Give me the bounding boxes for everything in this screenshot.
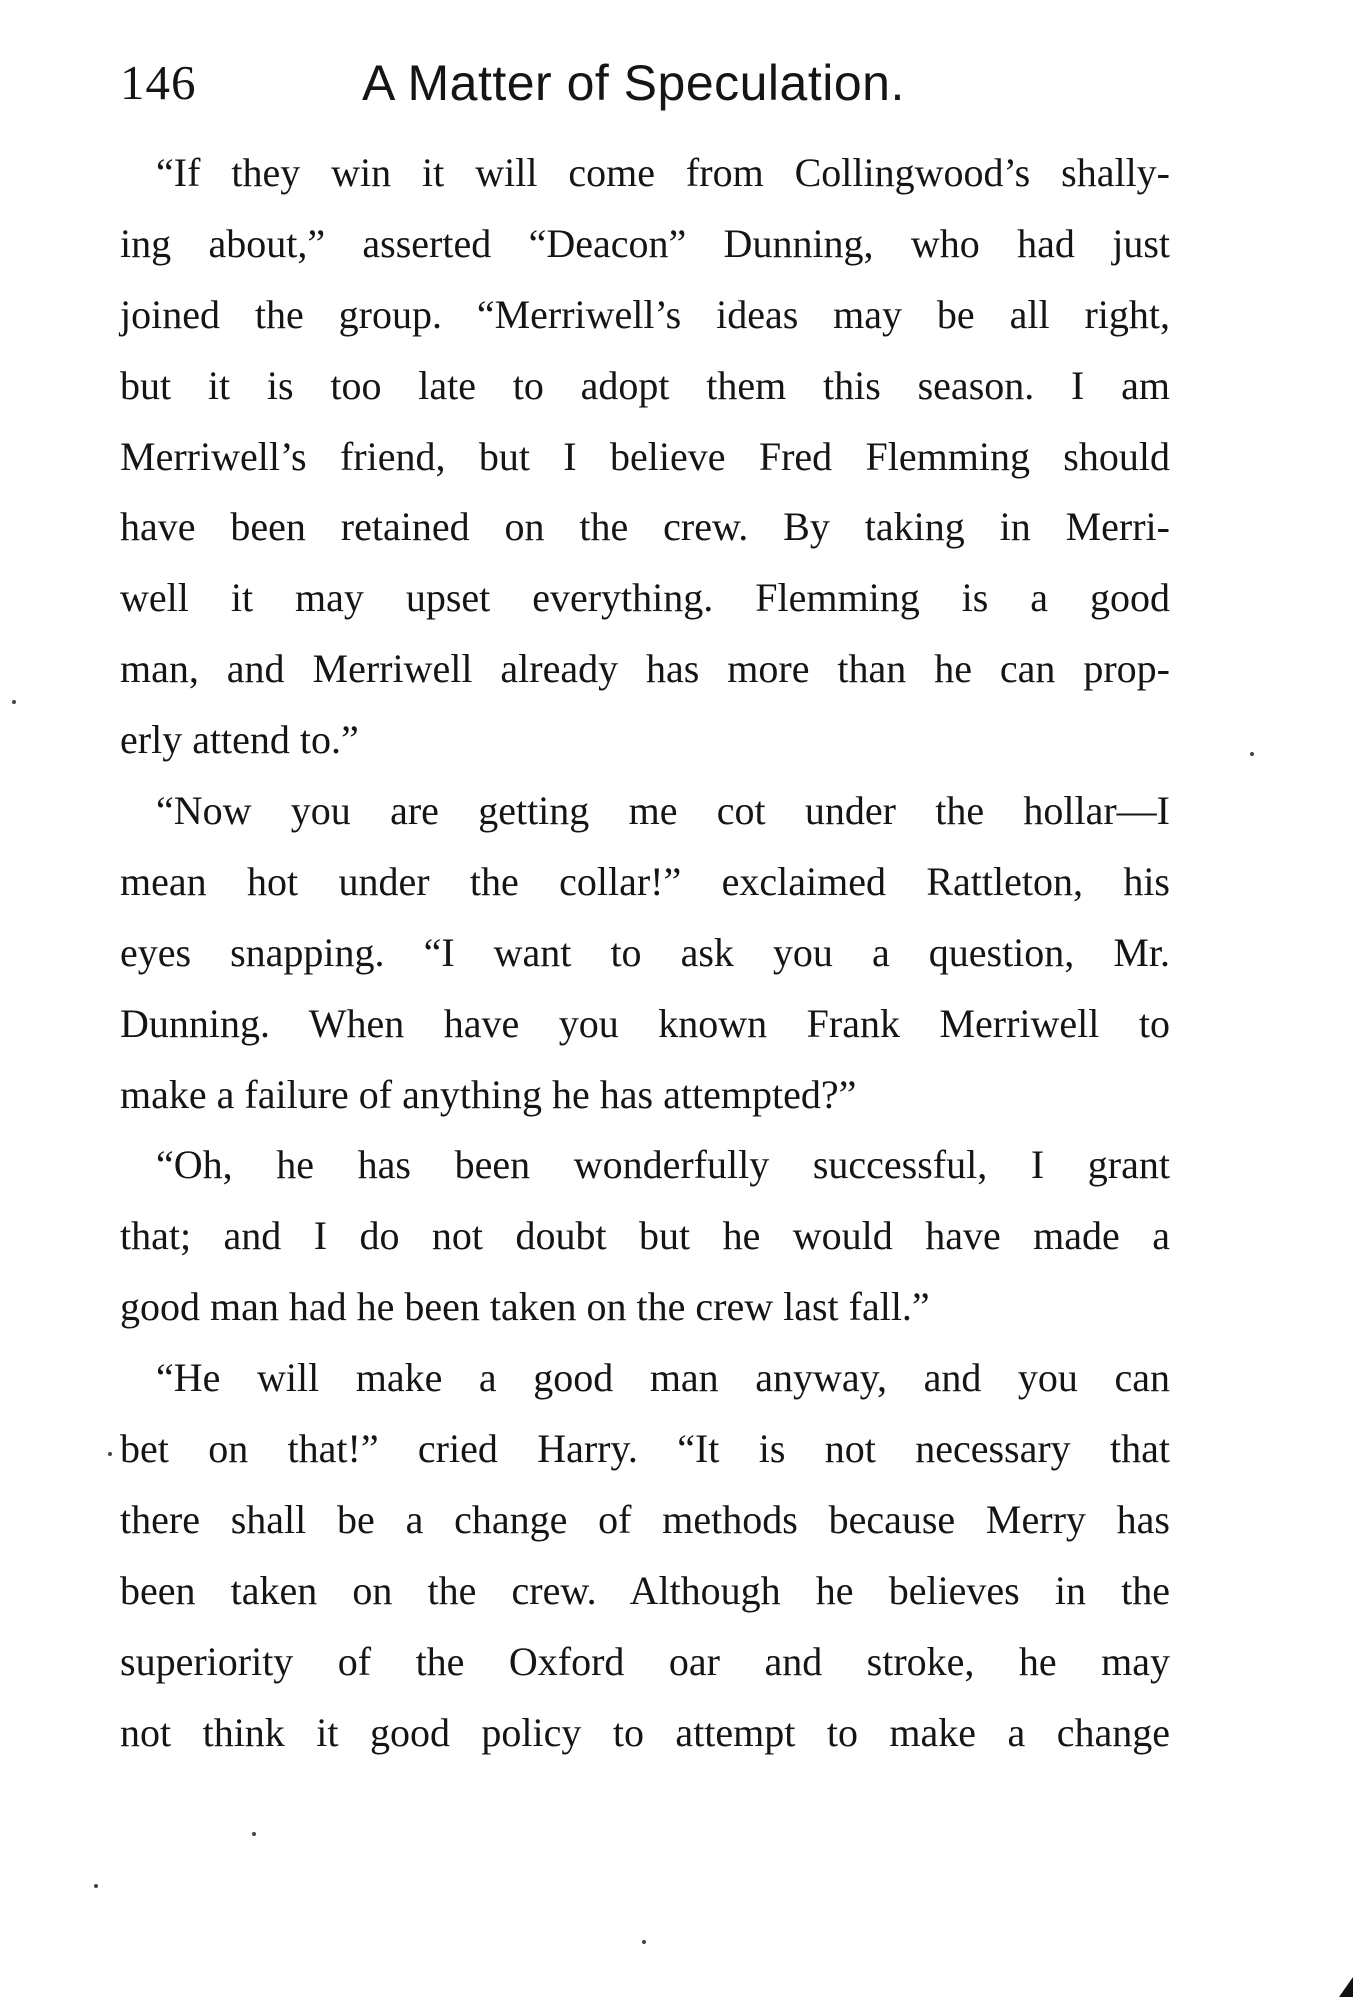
text-line: but it is too late to adopt them this season. I am bbox=[120, 362, 1170, 408]
text-line: have been retained on the crew. By taking in Merri- bbox=[120, 504, 1170, 550]
text-line: mean hot under the collar!” exclaimed Rattleton, his bbox=[120, 858, 1170, 904]
body-text bbox=[120, 138, 1170, 1768]
text-line: superiority of the Oxford oar and stroke, he may bbox=[120, 1638, 1170, 1684]
page-number: 146 bbox=[120, 55, 197, 110]
text-line: ing about,” asserted “Deacon” Dunning, who had just bbox=[120, 220, 1170, 266]
running-title: A Matter of Speculation. bbox=[362, 55, 905, 111]
text-line: there shall be a change of methods because Merry has bbox=[120, 1496, 1170, 1542]
scan-edge-mark bbox=[1339, 1977, 1353, 1997]
print-speck bbox=[252, 1832, 256, 1836]
print-speck bbox=[12, 700, 16, 704]
text-line: man, and Merriwell already has more than he can prop- bbox=[120, 646, 1170, 692]
text-line: make a failure of anything he has attempted?” bbox=[120, 1071, 857, 1117]
print-speck bbox=[108, 1452, 112, 1456]
text-line: been taken on the crew. Although he believes in the bbox=[120, 1567, 1170, 1613]
text-line: “Now you are getting me cot under the hollar—I bbox=[156, 788, 1170, 834]
text-line: “He will make a good man anyway, and you can bbox=[156, 1355, 1170, 1401]
text-line: “Oh, he has been wonderfully successful, I grant bbox=[156, 1142, 1170, 1188]
print-speck bbox=[94, 1884, 98, 1888]
print-speck bbox=[1250, 752, 1254, 756]
text-line: “If they win it will come from Collingwood’s shally- bbox=[156, 150, 1170, 195]
text-line: Merriwell’s friend, but I believe Fred Flemming should bbox=[120, 433, 1170, 479]
text-line: that; and I do not doubt but he would have made a bbox=[120, 1213, 1170, 1259]
text-line: bet on that!” cried Harry. “It is not necessary that bbox=[120, 1426, 1170, 1472]
text-line: joined the group. “Merriwell’s ideas may be all right, bbox=[120, 291, 1170, 337]
print-speck bbox=[642, 1940, 646, 1944]
text-line: eyes snapping. “I want to ask you a question, Mr. bbox=[120, 929, 1170, 975]
text-line: Dunning. When have you known Frank Merriwell to bbox=[120, 1000, 1170, 1046]
text-line: good man had he been taken on the crew last fall.” bbox=[120, 1284, 930, 1330]
text-line: well it may upset everything. Flemming is a good bbox=[120, 575, 1170, 621]
page-header bbox=[120, 48, 1170, 118]
text-line: not think it good policy to attempt to make a change bbox=[120, 1709, 1170, 1755]
text-line: erly attend to.” bbox=[120, 717, 359, 763]
